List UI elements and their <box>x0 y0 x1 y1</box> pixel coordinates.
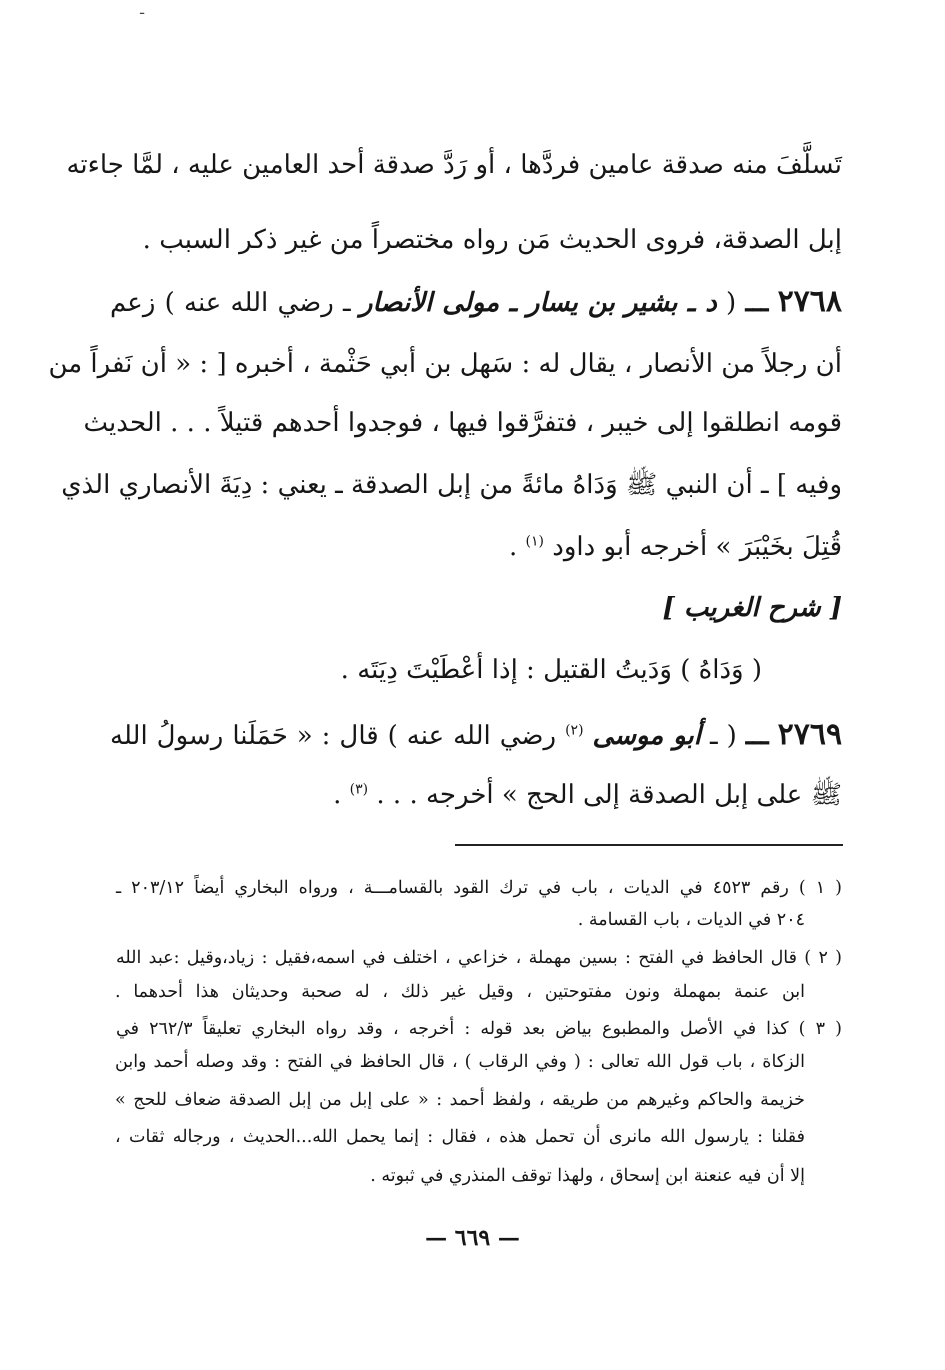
hadith-source: أبو موسى <box>592 721 702 751</box>
open-paren: ( <box>726 288 737 318</box>
heading-dash: ـــ <box>745 721 769 751</box>
heading-rest: ـ رضي الله عنه ) زعم <box>110 288 351 318</box>
footnote-1-cont: ٢٠٤ في الديات ، باب القسامة . <box>577 910 805 930</box>
heading-rest: رضي الله عنه ) قال : « حَمَلَنا رسولُ الله <box>110 721 557 751</box>
text-line <box>110 775 842 815</box>
line-text: ﷺ على إبل الصدقة إلى الحج » أخرجه . . . <box>376 780 842 810</box>
section-heading: [ شرح الغريب ] <box>662 593 842 623</box>
text-line: تَسلَّفَ منه صدقة عامين فردَّها ، أو رَدَّ صدقة أحد العامين عليه ، لمَّا جاءته <box>66 150 842 180</box>
footnote-ref: (٢) <box>565 722 584 739</box>
text-line: أن رجلاً من الأنصار ، يقال له : سَهل بن أبي حَثْمة ، أخبره [ : « أن نَفراً من <box>48 349 842 379</box>
footnote-2: ( ٢ ) قال الحافظ في الفتح : بسين مهملة ، خزاعي ، اختلف في اسمه،فقيل : زياد،وقيل :عبد الله <box>116 948 843 968</box>
hadith-number: ٢٧٦٩ <box>777 717 843 752</box>
line-end: . <box>509 532 518 562</box>
gloss-line: ( وَدَاهُ ) وَدَيتُ القتيل : إذا أعْطَيْتَ دِيَتَه . <box>340 655 762 685</box>
footnote-3-cont: إلا أن فيه عنعنة ابن إسحاق ، ولهذا توقف المنذري في ثبوته . <box>370 1166 805 1186</box>
footnote-1: ( ١ ) رقم ٤٥٢٣ في الديات ، باب في ترك القود بالقسامـــة ، ورواه البخاري أيضاً ٢٠٣/١٢ ـ <box>116 878 842 898</box>
hadith-source: د ـ بشير بن يسار ـ مولى الأنصار <box>359 288 717 318</box>
footnote-3-cont: فقلنا : يارسول الله مانرى أن تحمل هذه ، فقال : إنما يحمل الله...الحديث ، ورجاله ثقات ، <box>115 1127 805 1147</box>
scan-mark: ـ <box>140 2 145 18</box>
line-text: قُتِلَ بخَيْبَرَ » أخرجه أبو داود <box>552 532 842 562</box>
footnote-ref: (٣) <box>349 781 369 798</box>
heading-dash: ـــ <box>745 288 769 318</box>
open-paren: ( ـ <box>710 721 737 751</box>
hadith-2769-heading <box>110 715 842 755</box>
hadith-2768-heading <box>110 282 842 322</box>
text-line <box>110 527 842 567</box>
line-end: . <box>333 780 342 810</box>
footnote-3: ( ٣ ) كذا في الأصل والمطبوع بياض بعد قوله : أخرجه ، وقد رواه البخاري تعليقاً ٢٦٢/٣ في <box>116 1019 842 1039</box>
text-line: قومه انطلقوا إلى خيبر ، فتفرَّقوا فيها ، فوجدوا أحدهم قتيلاً . . . الحديث <box>83 408 842 438</box>
text-line: إبل الصدقة، فروى الحديث مَن رواه مختصراً من غير ذكر السبب . <box>142 225 842 255</box>
footnote-divider <box>455 844 843 846</box>
text-line: وفيه ] ـ أن النبي ﷺ وَدَاهُ مائةً من إبل الصدقة ـ يعني : دِيَةَ الأنصاري الذي <box>61 470 842 500</box>
footnote-ref: (١) <box>525 533 544 550</box>
footnote-2-cont: ابن عنمة بمهملة ونون مفتوحتين ، وقيل غير ذلك ، له صحبة وحديثان هذا أحدهما . <box>115 982 805 1002</box>
footnote-3-cont: الزكاة ، باب قول الله تعالى : ( وفي الرقاب ) ، قال الحافظ في الفتح : وقد وصله أحمد وابن <box>115 1052 805 1072</box>
page-number: — ٦٦٩ — <box>425 1225 520 1251</box>
footnote-3-cont: خزيمة والحاكم وغيرهم من طريقه ، ولفظ أحمد : « على إبل من إبل الصدقة ضعاف للحج » <box>115 1090 805 1110</box>
hadith-number: ٢٧٦٨ <box>777 284 843 319</box>
